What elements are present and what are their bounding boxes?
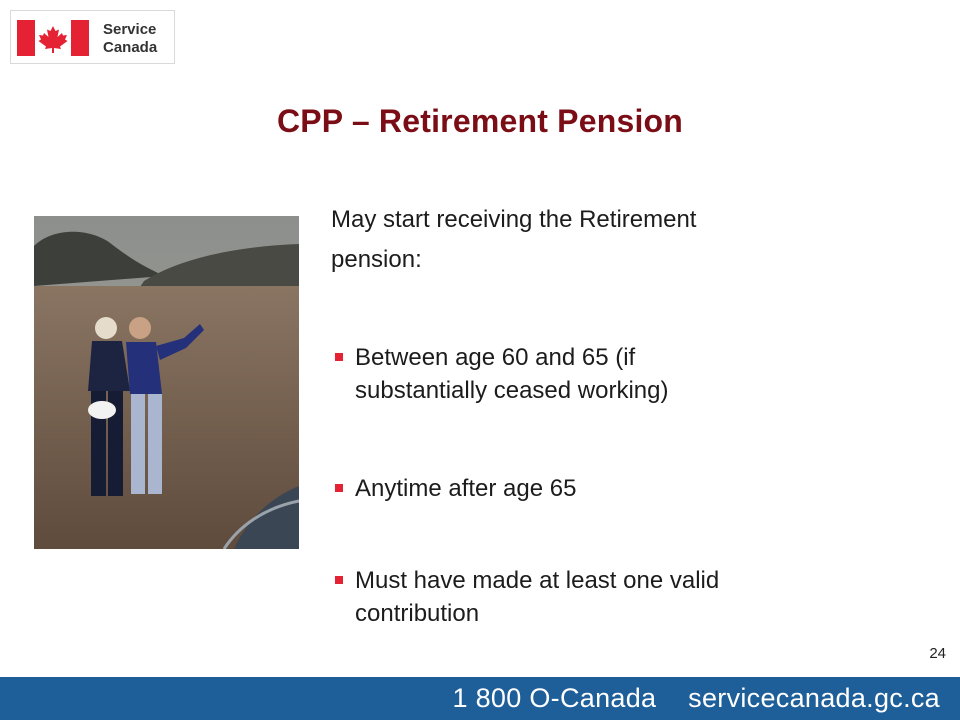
bullet-item bbox=[331, 341, 669, 407]
bullet-text-line-1: Must have made at least one valid bbox=[355, 567, 720, 594]
slide-body bbox=[331, 200, 931, 627]
bullet-square-icon bbox=[335, 484, 343, 492]
bullet-item bbox=[331, 564, 719, 630]
logo-wordmark bbox=[103, 21, 157, 57]
logo-line-1: Service bbox=[103, 21, 157, 38]
retired-couple-beach-photo bbox=[34, 216, 299, 549]
bullet-text-line-2: contribution bbox=[355, 600, 480, 627]
footer-contact bbox=[429, 683, 941, 714]
bullet-item bbox=[331, 472, 576, 505]
logo-line-2: Canada bbox=[103, 39, 158, 56]
intro-line-2: pension: bbox=[331, 246, 422, 273]
footer-bar bbox=[0, 677, 960, 720]
service-canada-logo bbox=[10, 10, 175, 64]
bullet-text-line-1: Anytime after age 65 bbox=[355, 475, 577, 502]
slide-title: CPP – Retirement Pension bbox=[276, 103, 684, 139]
bullet-text-line-2: substantially ceased working) bbox=[355, 377, 669, 404]
page-number: 24 bbox=[929, 645, 946, 662]
intro-line-1: May start receiving the Retirement bbox=[331, 206, 697, 233]
bullet-square-icon bbox=[335, 353, 343, 361]
footer-phone: 1 800 O-Canada bbox=[452, 683, 657, 713]
intro-text bbox=[331, 200, 931, 280]
footer-website[interactable]: servicecanada.gc.ca bbox=[688, 683, 940, 713]
bullet-square-icon bbox=[335, 576, 343, 584]
bullet-text-line-1: Between age 60 and 65 (if bbox=[355, 344, 636, 371]
canada-flag-icon bbox=[17, 20, 89, 56]
